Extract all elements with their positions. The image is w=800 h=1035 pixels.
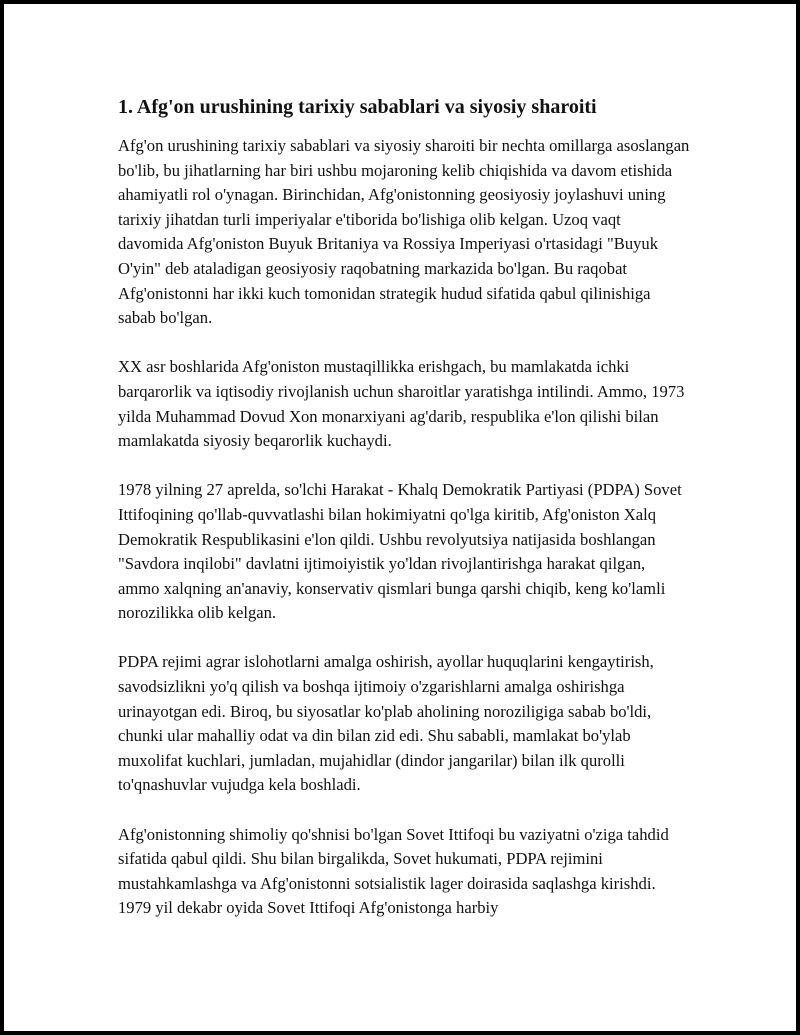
paragraph-1: Afg'on urushining tarixiy sabablari va siyosiy sharoiti bir nechta omillarga asoslangan bo'lib, bu jihatlarning har biri ushbu mojaroning kelib chiqishida va davom etishida ahamiyatli rol o'ynagan. Birinchidan, Afg'onistonning geosiyosiy joylashuvi uning tarixiy jihatdan turli imperiyalar e'tiborida bo'lishiga olib kelgan. Uzoq vaqt davomida Afg'oniston Buyuk Britaniya va Rossiya Imperiyasi o'rtasidagi "Buyuk O'yin" deb ataladigan geosiyosiy raqobatning markazida bo'lgan. Bu raqobat Afg'onistonni har ikki kuch tomonidan strategik hudud sifatida qabul qilinishiga sabab bo'lgan. [118,136,690,328]
document-body [118,94,690,946]
paragraph-2: XX asr boshlarida Afg'oniston mustaqillikka erishgach, bu mamlakatda ichki barqarorlik va iqtisodiy rivojlanish uchun sharoitlar yaratishga intilindi. Ammo, 1973 yilda Muhammad Dovud Xon monarxiyani ag'darib, respublika e'lon qilishi bilan mamlakatda siyosiy beqarorlik kuchaydi. [118,357,685,451]
paragraph-5: Afg'onistonning shimoliy qo'shnisi bo'lgan Sovet Ittifoqi bu vaziyatni o'ziga tahdid sifatida qabul qildi. Shu bilan birgalikda, Sovet hukumati, PDPA rejimini mustahkamlashga va Afg'onistonni sotsialistik lager doirasida saqlashga kirishdi. 1979 yil dekabr oyida Sovet Ittifoqi Afg'onistonga harbiy [118,824,669,918]
paragraph-4: PDPA rejimi agrar islohotlarni amalga oshirish, ayollar huquqlarini kengaytirish, savodsizlikni yo'q qilish va boshqa ijtimoiy o'zgarishlarni amalga oshirishga urinayotgan edi. Biroq, bu siyosatlar ko'plab aholining noroziligiga sabab bo'ldi, chunki ular mahalliy odat va din bilan zid edi. Shu sababli, mamlakat bo'ylab muxolifat kuchlari, jumladan, mujahidlar (dindor jangarilar) bilan ilk qurolli to'qnashuvlar vujudga kela boshladi. [118,652,654,795]
document-page [4,4,796,1031]
section-heading: 1. Afg'on urushining tarixiy sabablari va siyosiy sharoiti [118,96,597,118]
paragraph-3: 1978 yilning 27 aprelda, so'lchi Harakat - Khalq Demokratik Partiyasi (PDPA) Sovet Ittifoqining qo'llab-quvvatlashi bilan hokimiyatni qo'lga kiritib, Afg'oniston Xalq Demokratik Respublikasini e'lon qildi. Ushbu revolyutsiya natijasida boshlangan "Savdora inqilobi" davlatni ijtimoiyistik yo'ldan rivojlantirishga harakat qilgan, ammo xalqning an'anaviy, konservativ qismlari bunga qarshi chiqib, keng ko'lamli norozilikka olib kelgan. [118,480,682,623]
